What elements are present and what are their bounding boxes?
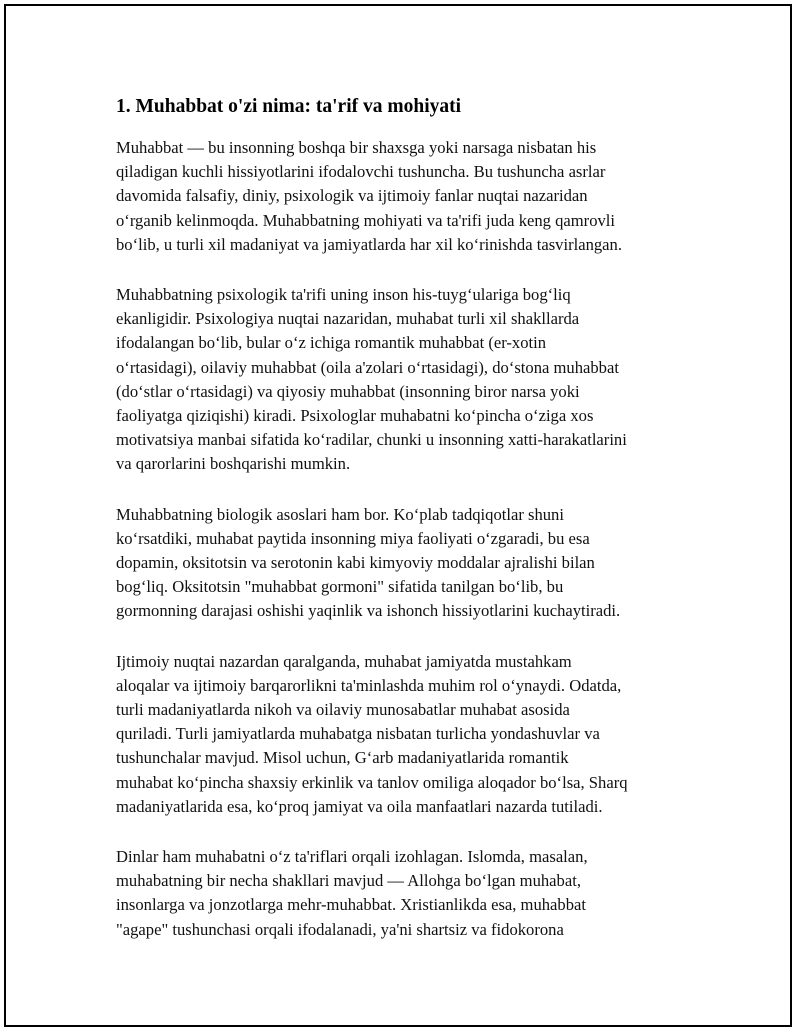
paragraph-5: Dinlar ham muhabatni o‘z ta'riflari orqali izohlagan. Islomda, masalan, muhabatning bir necha shakllari mavjud — Allohga bo‘lgan muhabat, insonlarga va jonzotlarga mehr-muhabbat. Xristianlikda esa, muhabbat "agape" tushunchasi orqali ifodalanadi, ya'ni shartsiz va fidokorona <box>116 847 588 939</box>
paragraph-4: Ijtimoiy nuqtai nazardan qaralganda, muhabat jamiyatda mustahkam aloqalar va ijtimoiy barqarorlikni ta'minlashda muhim rol o‘ynaydi. Odatda, turli madaniyatlarda nikoh va oilaviy munosabatlar muhabat asosida quriladi. Turli jamiyatlarda muhabatga nisbatan turlicha yondashuvlar va tushunchalar mavjud. Misol uchun, G‘arb madaniyatlarida romantik muhabat ko‘pincha shaxsiy erkinlik va tanlov omiliga aloqador bo‘lsa, Sharq madaniyatlarida esa, ko‘proq jamiyat va oila manfaatlari nazarda tutiladi. <box>116 651 628 816</box>
paragraph-1: Muhabbat — bu insonning boshqa bir shaxsga yoki narsaga nisbatan his qiladigan kuchli hissiyotlarini ifodalovchi tushuncha. Bu tushuncha asrlar davomida falsafiy, diniy, psixologik va ijtimoiy fanlar nuqtai nazaridan o‘rganib kelinmoqda. Muhabbatning mohiyati va ta'rifi juda keng qamrovli bo‘lib, u turli xil madaniyat va jamiyatlarda har xil ko‘rinishda tasvirlangan. <box>116 138 622 254</box>
document-body <box>116 94 696 968</box>
paragraph-3: Muhabbatning biologik asoslari ham bor. Ko‘plab tadqiqotlar shuni ko‘rsatdiki, muhabat paytida insonning miya faoliyati o‘zgaradi, bu esa dopamin, oksitotsin va serotonin kabi kimyoviy moddalar ajralishi bilan bog‘liq. Oksitotsin "muhabbat gormoni" sifatida tanilgan bo‘lib, bu gormonning darajasi oshishi yaqinlik va ishonch hissiyotlarini kuchaytiradi. <box>116 504 621 621</box>
section-heading: 1. Muhabbat o'zi nima: ta'rif va mohiyati <box>116 96 462 117</box>
paragraph-2: Muhabbatning psixologik ta'rifi uning inson his-tuyg‘ulariga bog‘liq ekanligidir. Psixologiya nuqtai nazaridan, muhabat turli xil shakllarda ifodalangan bo‘lib, bular o‘z ichiga romantik muhabbat (er-xotin o‘rtasidagi), oilaviy muhabbat (oila a'zolari o‘rtasidagi), do‘stona muhabbat (do‘stlar o‘rtasidagi) va qiyosiy muhabbat (insonning biror narsa yoki faoliyatga qiziqishi) kiradi. Psixologlar muhabatni ko‘pincha o‘ziga xos motivatsiya manbai sifatida ko‘radilar, chunki u insonning xatti-harakatlarini va qarorlarini boshqarishi mumkin. <box>116 285 627 474</box>
